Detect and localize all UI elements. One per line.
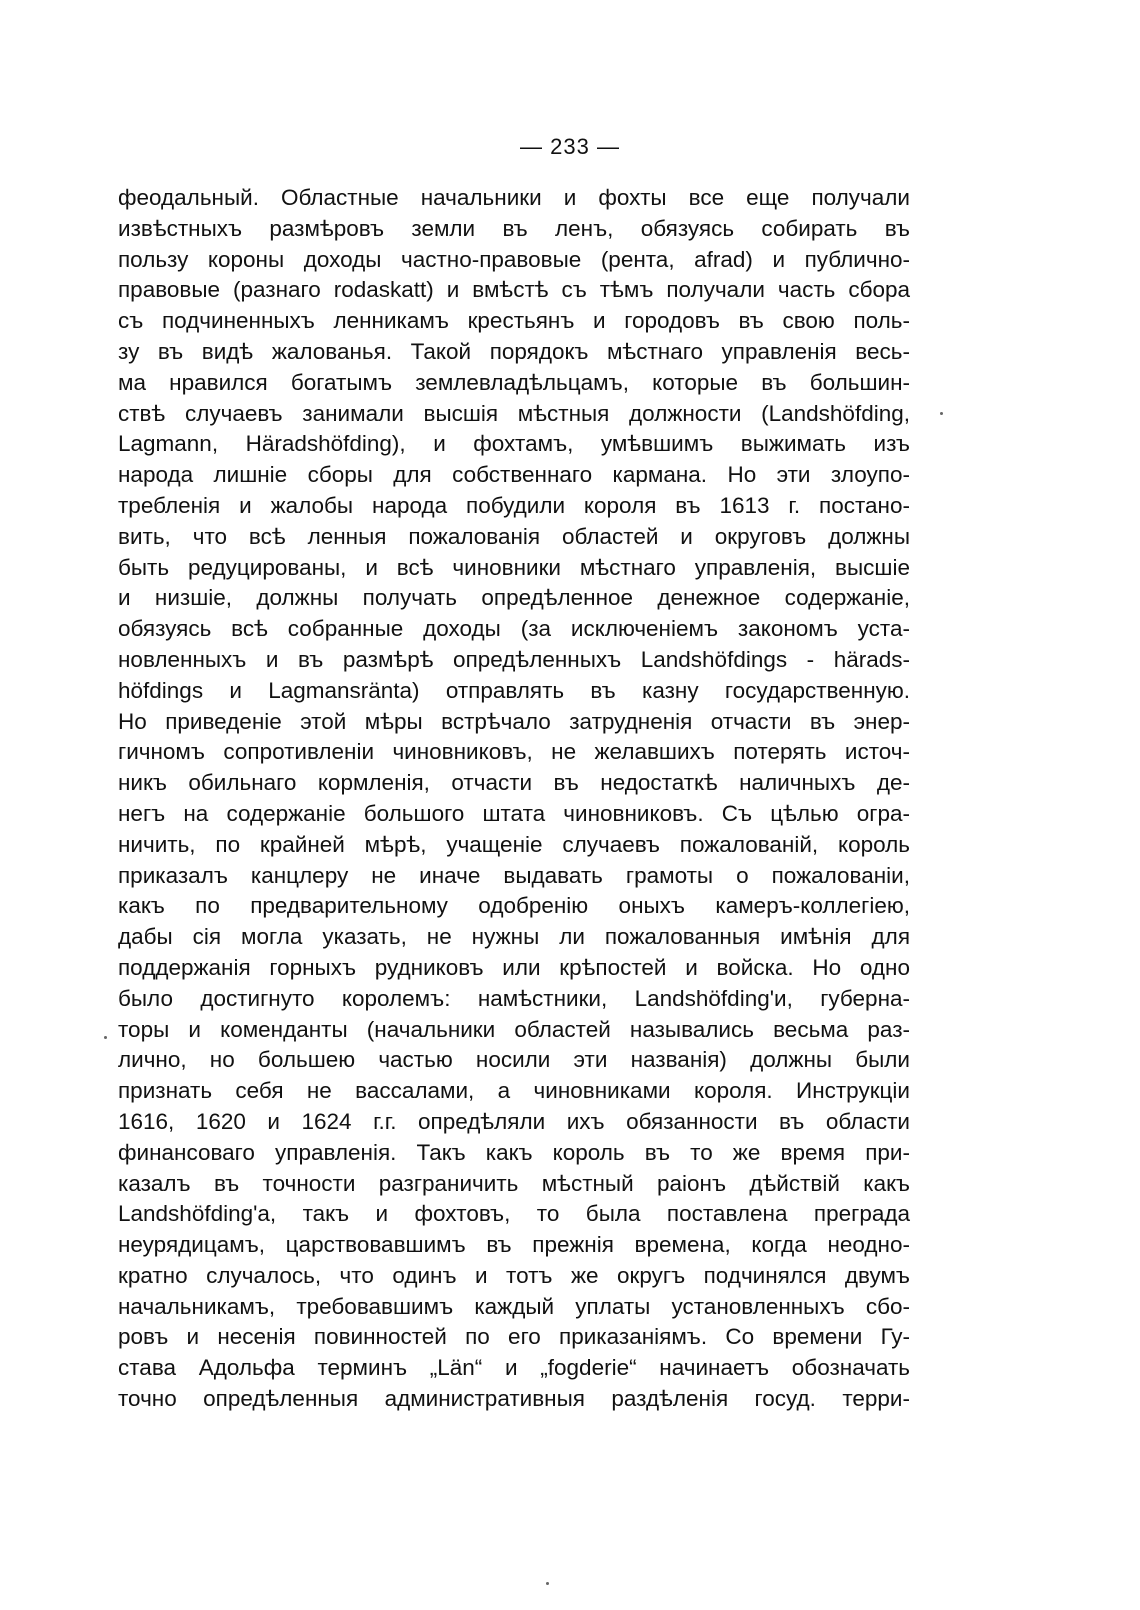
- text-line: точно опредѣленныя административныя раздѣленія госуд. терри-: [118, 1386, 910, 1412]
- text-line: быть редуцированы, и всѣ чиновники мѣстнаго управленія, высшіе: [118, 554, 910, 580]
- text-line: торы и коменданты (начальники областей назывались весьма раз-: [118, 1016, 910, 1042]
- text-line: ствѣ случаевъ занимали высшія мѣстныя должности (Landshöfding,: [118, 400, 910, 426]
- text-line: höfdings и Lagmansränta) отправлять въ казну государственную.: [118, 677, 910, 703]
- text-line: было достигнуто королемъ: намѣстники, Landshöfding'и, губерна-: [118, 985, 910, 1011]
- text-line: феодальный. Областные начальники и фохты все еще получали: [118, 185, 910, 210]
- text-line: поддержанія горныхъ рудниковъ или крѣпостей и войска. Но одно: [118, 954, 910, 980]
- text-line: пользу короны доходы частно-правовые (рента, afrad) и публично-: [118, 246, 910, 272]
- text-line: новленныхъ и въ размѣрѣ опредѣленныхъ Landshöfdings - härads-: [118, 646, 910, 672]
- text-line: негъ на содержаніе большого штата чиновниковъ. Съ цѣлью огра-: [118, 800, 910, 826]
- text-line: лично, но большею частью носили эти названія) должны были: [118, 1047, 910, 1073]
- scan-speck: [104, 1036, 107, 1039]
- text-line: финансоваго управленія. Такъ какъ король въ то же время при-: [118, 1139, 910, 1165]
- scan-speck: [546, 1582, 549, 1585]
- text-line: извѣстныхъ размѣровъ земли въ ленъ, обязуясь собирать въ: [118, 215, 910, 241]
- text-line: зу въ видѣ жалованья. Такой порядокъ мѣстнаго управленія весь-: [118, 338, 910, 364]
- text-line: гичномъ сопротивленіи чиновниковъ, не желавшихъ потерять источ-: [118, 739, 910, 765]
- text-line: правовые (разнаго rodaskatt) и вмѣстѣ съ тѣмъ получали часть сбора: [118, 277, 910, 303]
- page-number: — 233 —: [520, 134, 620, 159]
- text-line: казалъ въ точности разграничить мѣстный раіонъ дѣйствій какъ: [118, 1170, 910, 1196]
- text-line: и низшіе, должны получать опредѣленное денежное содержаніе,: [118, 585, 910, 611]
- text-line: Landshöfding'a, такъ и фохтовъ, то была поставлена преграда: [118, 1201, 910, 1227]
- text-line: какъ по предварительному одобренію оныхъ камеръ-коллегіею,: [118, 893, 910, 919]
- text-line: Но приведеніе этой мѣры встрѣчало затрудненія отчасти въ энер-: [118, 708, 910, 734]
- text-line: Lagmann, Häradshöfding), и фохтамъ, умѣвшимъ выжимать изъ: [118, 431, 910, 457]
- text-line: дабы сія могла указать, не нужны ли пожалованныя имѣнія для: [118, 924, 910, 950]
- text-line: начальникамъ, требовавшимъ каждый уплаты установленныхъ сбо-: [118, 1293, 910, 1319]
- text-line: вить, что всѣ ленныя пожалованія областей и округовъ должны: [118, 523, 910, 549]
- text-line: ничить, по крайней мѣрѣ, учащеніе случаевъ пожалованій, король: [118, 831, 910, 857]
- text-line: неурядицамъ, царствовавшимъ въ прежнія времена, когда неодно-: [118, 1232, 910, 1258]
- text-line: ровъ и несенія повинностей по его приказаніямъ. Со времени Гу-: [118, 1324, 910, 1350]
- text-line: народа лишніе сборы для собственнаго кармана. Но эти злоупо-: [118, 462, 910, 488]
- text-line: ма нравился богатымъ землевладѣльцамъ, которые въ большин-: [118, 369, 910, 395]
- text-line: обязуясь всѣ собранные доходы (за исключеніемъ закономъ уста-: [118, 616, 910, 642]
- text-line: никъ обильнаго кормленія, отчасти въ недостаткѣ наличныхъ де-: [118, 770, 910, 796]
- text-line: приказалъ канцлеру не иначе выдавать грамоты о пожалованіи,: [118, 862, 910, 888]
- scan-speck: [940, 412, 943, 415]
- text-line: признать себя не вассалами, а чиновниками короля. Инструкціи: [118, 1078, 910, 1104]
- text-line: кратно случалось, что одинъ и тотъ же округъ подчинялся двумъ: [118, 1262, 910, 1288]
- text-line: 1616, 1620 и 1624 г.г. опредѣляли ихъ обязанности въ области: [118, 1108, 910, 1134]
- text-line: съ подчиненныхъ ленникамъ крестьянъ и городовъ въ свою поль-: [118, 308, 910, 334]
- body-text: [118, 183, 910, 1415]
- text-line: требленія и жалобы народа побудили короля въ 1613 г. постано-: [118, 492, 910, 518]
- text-line: става Адольфа терминъ „Län“ и „fogderie“ начинаетъ обозначать: [118, 1355, 910, 1381]
